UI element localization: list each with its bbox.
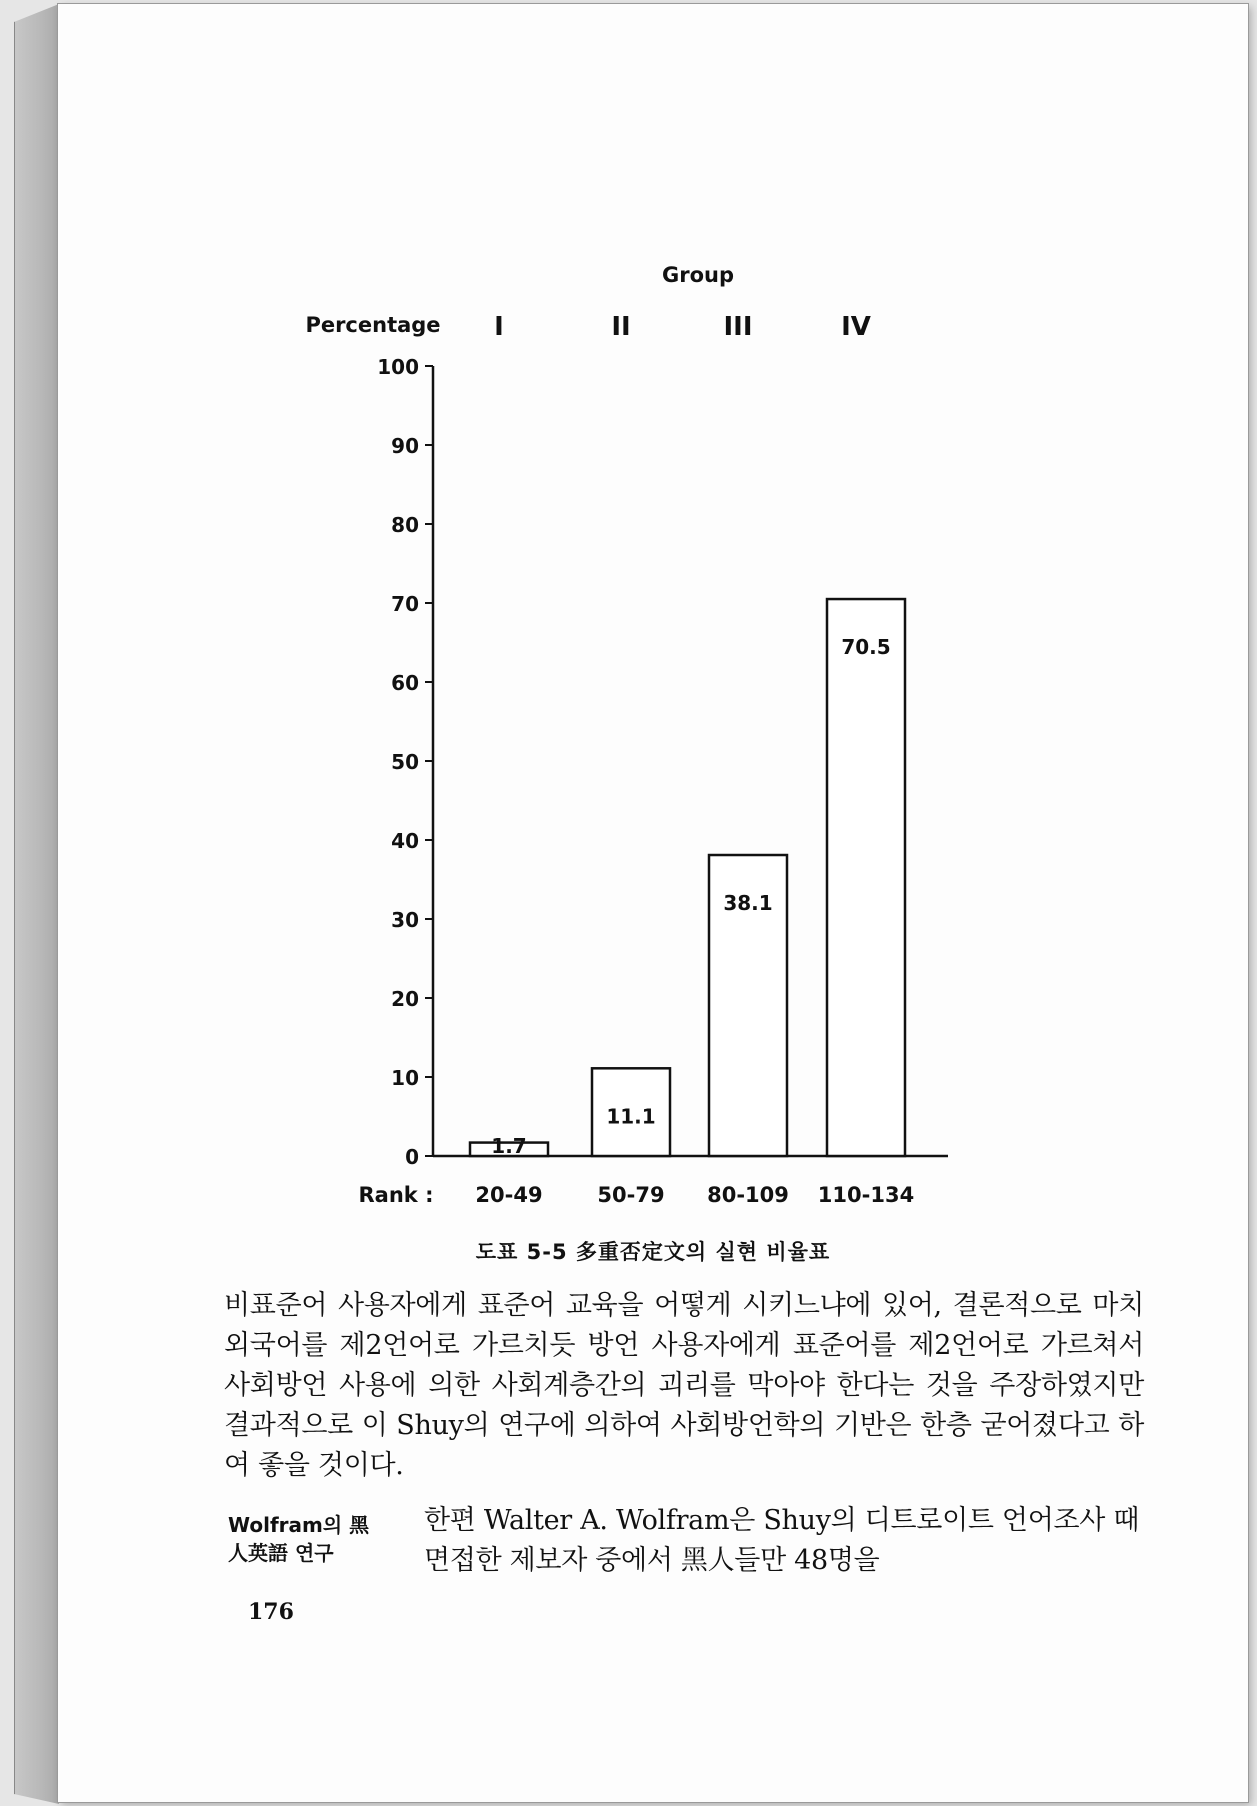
rank-label: 110-134: [817, 1183, 915, 1207]
group-label: III: [723, 312, 753, 342]
bar: [827, 599, 905, 1156]
body-text: [224, 1286, 1144, 1486]
bar-value-label: 1.7: [491, 1134, 527, 1158]
y-tick-label: 30: [391, 908, 419, 932]
y-tick-label: 10: [391, 1066, 419, 1090]
y-axis-ticks: [377, 355, 433, 1169]
group-labels: [494, 312, 871, 342]
y-tick-label: 0: [405, 1145, 419, 1169]
wolfram-section: [224, 1501, 1144, 1591]
figure-caption: 도표 5-5 多重否定文의 실현 비율표: [475, 1240, 831, 1264]
book-spine: [14, 4, 59, 1804]
section-text: [424, 1501, 1144, 1581]
margin-heading: Wolfram의 黑 人英語 연구: [228, 1513, 370, 1565]
rank-labels: [475, 1183, 914, 1207]
y-tick-label: 50: [391, 750, 419, 774]
y-tick-label: 80: [391, 513, 419, 537]
group-label: II: [611, 312, 631, 342]
rank-label: 50-79: [597, 1183, 665, 1207]
group-label: IV: [841, 312, 871, 342]
x-axis-label: Rank :: [358, 1183, 434, 1207]
bar-chart: [58, 4, 1248, 1234]
section-paragraph: 한편 Walter A. Wolfram은 Shuy의 디트로이트 언어조사 때 면접한 제보자 중에서 黑人들만 48명을: [424, 1505, 1140, 1576]
bar-value-label: 11.1: [606, 1104, 656, 1129]
rank-label: 20-49: [475, 1183, 543, 1207]
book-page: [58, 4, 1248, 1802]
body-paragraph: 비표준어 사용자에게 표준어 교육을 어떻게 시키느냐에 있어, 결론적으로 마치 외국어를 제2언어로 가르치듯 방언 사용자에게 표준어를 제2언어로 가르쳐서 사회방언 사용에 의한 사회계층간의 괴리를 막아야 한다는 것을 주장하였지만 결과적으로 이 Shuy의 연구에 의하여 사회방언학의 기반은 한층 굳어졌다고 하여 좋을 것이다.: [224, 1290, 1144, 1481]
chart-title: Group: [661, 263, 735, 287]
y-axis-label: Percentage: [305, 313, 441, 337]
bar-value-label: 38.1: [723, 891, 773, 916]
y-tick-label: 40: [391, 829, 419, 853]
bar-value-label: 70.5: [841, 635, 891, 660]
bars: [470, 599, 905, 1158]
y-tick-label: 70: [391, 592, 419, 616]
group-label: I: [494, 312, 504, 342]
y-tick-label: 60: [391, 671, 419, 695]
page-number: 176: [248, 1599, 294, 1625]
y-tick-label: 100: [377, 355, 419, 379]
y-tick-label: 20: [391, 987, 419, 1011]
rank-label: 80-109: [707, 1183, 789, 1207]
y-tick-label: 90: [391, 434, 419, 458]
